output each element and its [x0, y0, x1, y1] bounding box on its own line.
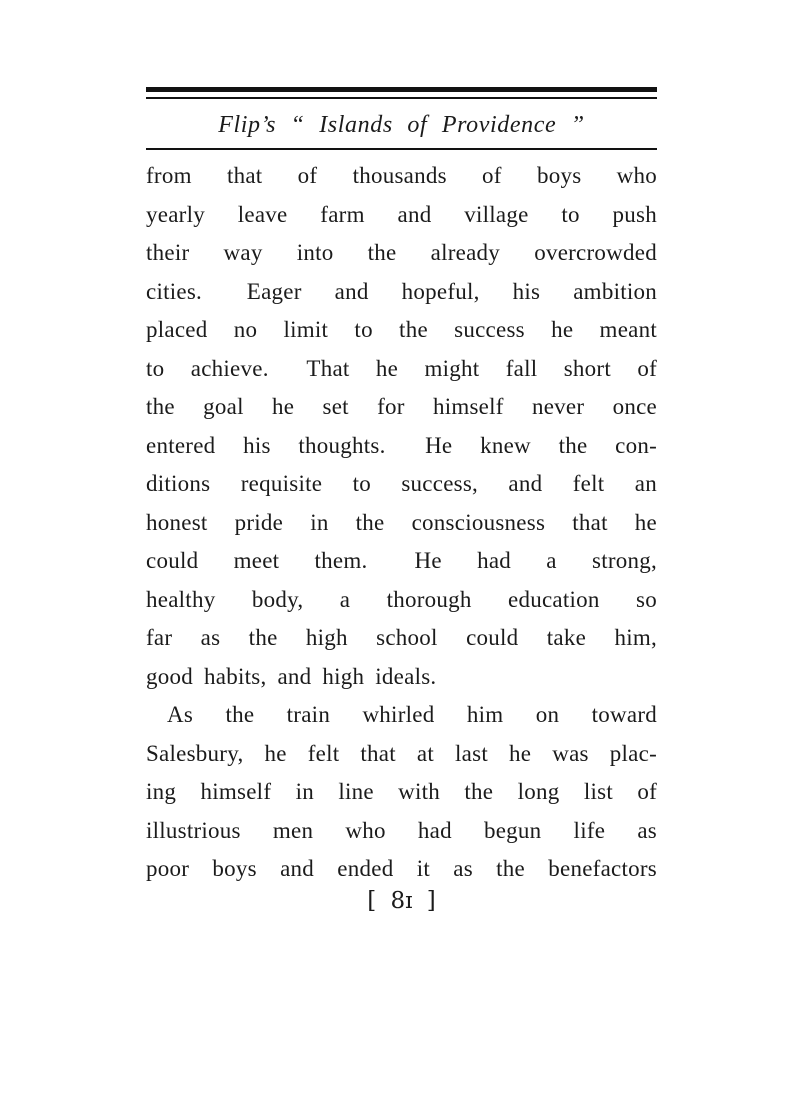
body-text-line: Salesbury, he felt that at last he was plac-	[146, 740, 657, 766]
body-text-line: placed no limit to the success he meant	[146, 317, 657, 342]
body-text-line: the goal he set for himself never once	[146, 394, 657, 419]
header-rule-thick	[146, 87, 657, 92]
header-rule-bottom	[146, 148, 657, 150]
body-text-block	[146, 157, 657, 889]
text-column	[146, 87, 657, 916]
body-text-line: poor boys and ended it as the benefactors	[146, 856, 657, 881]
body-text-line: from that of thousands of boys who	[146, 163, 657, 188]
header-rule-thin	[146, 97, 657, 99]
body-text-line: could meet them. He had a strong,	[146, 548, 657, 573]
body-text-line-paragraph-end: good habits, and high ideals.	[146, 663, 437, 689]
body-text-line: healthy body, a thorough education so	[146, 586, 657, 612]
body-text-line: far as the high school could take him,	[146, 625, 657, 650]
body-text-line: yearly leave farm and village to push	[146, 201, 657, 227]
body-text-line: their way into the already overcrowded	[146, 240, 657, 265]
body-text-line: to achieve. That he might fall short of	[146, 355, 657, 381]
body-text-line-paragraph-start: As the train whirled him on toward	[167, 702, 657, 727]
body-text-line: ing himself in line with the long list of	[146, 779, 657, 804]
body-text-line: entered his thoughts. He knew the con-	[146, 432, 657, 458]
page-number-folio: [ 8ɪ ]	[367, 887, 436, 914]
body-text-line: cities. Eager and hopeful, his ambition	[146, 278, 657, 304]
body-text-line: illustrious men who had begun life as	[146, 817, 657, 843]
running-header-title: Flip’s “ Islands of Providence ”	[218, 112, 585, 138]
body-text-line: ditions requisite to success, and felt an	[146, 471, 657, 496]
body-text-line: honest pride in the consciousness that he	[146, 509, 657, 535]
